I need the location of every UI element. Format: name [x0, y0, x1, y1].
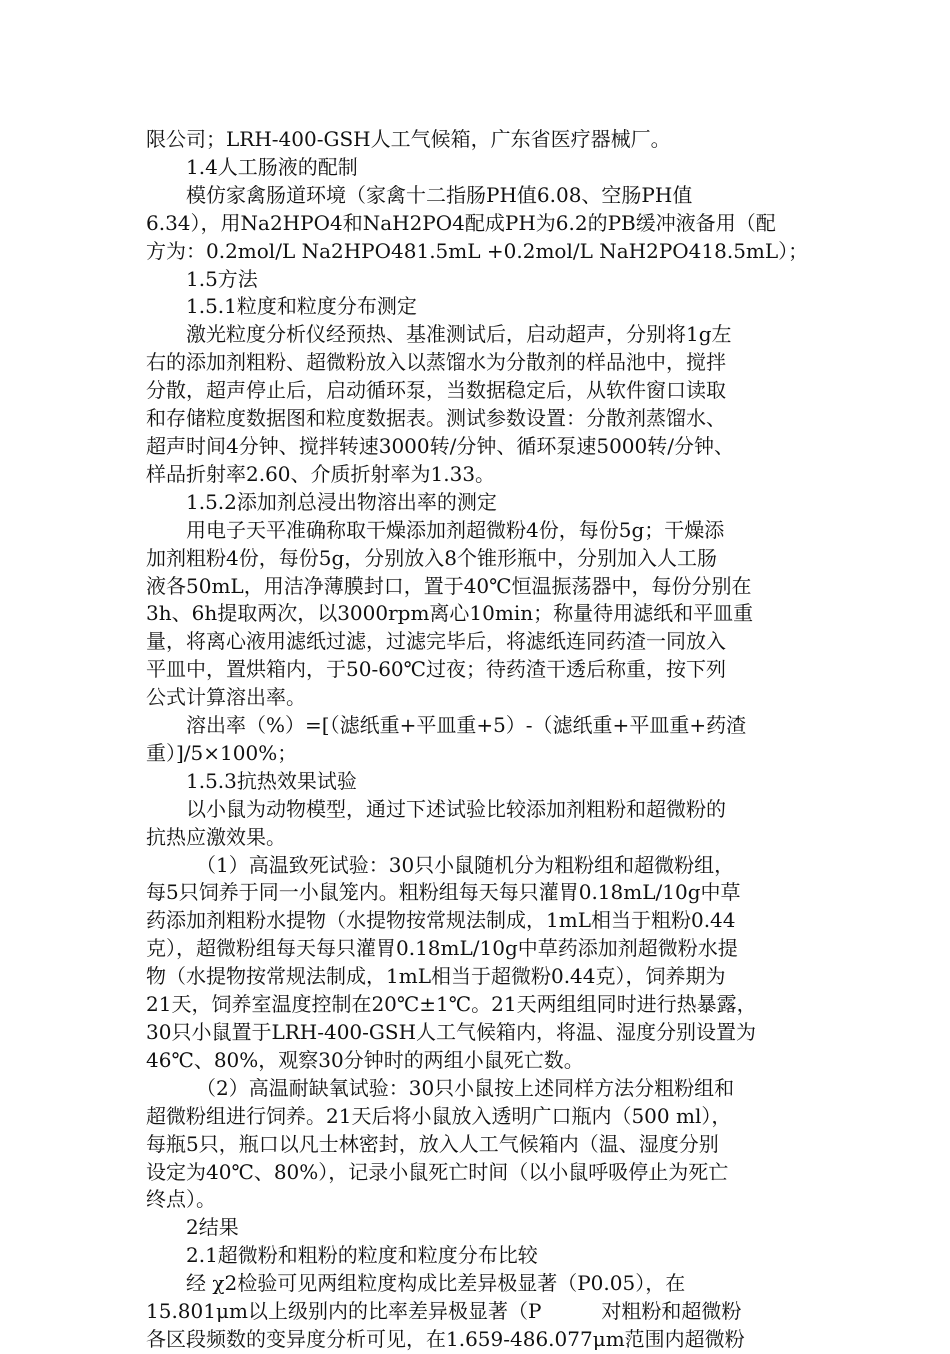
text-line: 30只小鼠置于LRH-400-GSH人工气候箱内，将温、湿度分别设置为	[146, 1020, 757, 1044]
text-line: 分散，超声停止后，启动循环泵，当数据稳定后，从软件窗口读取	[146, 378, 726, 403]
section-heading: 1.5.1粒度和粒度分布测定	[186, 294, 417, 319]
text-line: 和存储粒度数据图和粒度数据表。测试参数设置：分散剂蒸馏水、	[146, 406, 726, 431]
text-line: 方为：0.2mol/L Na2HPO481.5mL +0.2mol/L NaH2PO418.5mL）；	[146, 238, 809, 263]
text-line: 抗热应激效果。	[146, 824, 286, 849]
text-line: 每5只饲养于同一小鼠笼内。粗粉组每天每只灌胃0.18mL/10g中草	[146, 880, 741, 905]
text-line: 平皿中，置烘箱内，于50-60℃过夜；待药渣干透后称重，按下列	[146, 657, 727, 682]
text-line: 终点）。	[146, 1187, 216, 1212]
text-line: 右的添加剂粗粉、超微粉放入以蒸馏水为分散剂的样品池中，搅拌	[146, 350, 726, 375]
text-line: 模仿家禽肠道环境（家禽十二指肠PH值6.08、空肠PH值	[186, 182, 693, 207]
text-line: 经 χ2检验可见两组粒度构成比差异极显著（P0.05），在	[186, 1271, 686, 1296]
text-line: 量，将离心液用滤纸过滤，过滤完毕后，将滤纸连同药渣一同放入	[146, 629, 726, 654]
text-line: 46℃、80%，观察30分钟时的两组小鼠死亡数。	[146, 1047, 584, 1072]
section-heading: 1.5.2添加剂总浸出物溶出率的测定	[186, 489, 497, 514]
formula-line: 重）]/5×100%；	[146, 740, 298, 765]
text-line: 3h、6h提取两次，以3000rpm离心10min；称量待用滤纸和平皿重	[146, 601, 754, 626]
text-line: 超声时间4分钟、搅拌转速3000转/分钟、循环泵速5000转/分钟、	[146, 433, 734, 458]
text-line: 21天，饲养室温度控制在20℃±1℃。21天两组组同时进行热暴露，	[146, 992, 757, 1017]
formula-line: 溶出率（%）=[（滤纸重+平皿重+5）-（滤纸重+平皿重+药渣	[186, 713, 747, 738]
text-line: 限公司；LRH-400-GSH人工气候箱，广东省医疗器械厂。	[146, 127, 671, 151]
text-line: 加剂粗粉4份，每份5g，分别放入8个锥形瓶中，分别加入人工肠	[146, 545, 717, 570]
text-line: 15.801μm以上级别内的比率差异极显著（P 对粗粉和超微粉	[146, 1299, 742, 1324]
document-body	[146, 126, 816, 1354]
text-line: 以小鼠为动物模型，通过下述试验比较添加剂粗粉和超微粉的	[186, 796, 726, 821]
text-line: 各区段频数的变异度分析可见，在1.659-486.077μm范围内超微粉	[146, 1326, 745, 1351]
text-line: 激光粒度分析仪经预热、基准测试后，启动超声，分别将1g左	[186, 322, 732, 347]
text-line: （2）高温耐缺氧试验：30只小鼠按上述同样方法分粗粉组和	[196, 1075, 735, 1100]
text-line: （1）高温致死试验：30只小鼠随机分为粗粉组和超微粉组，	[196, 852, 735, 877]
text-line: 每瓶5只，瓶口以凡士林密封，放入人工气候箱内（温、湿度分别	[146, 1131, 719, 1156]
text-line: 用电子天平准确称取干燥添加剂超微粉4份，每份5g；干燥添	[186, 517, 725, 542]
text-line: 药添加剂粗粉水提物（水提物按常规法制成，1mL相当于粗粉0.44	[146, 908, 736, 933]
section-heading: 1.5方法	[186, 266, 258, 291]
text-line: 物（水提物按常规法制成，1mL相当于超微粉0.44克），饲养期为	[146, 964, 726, 989]
section-heading: 1.5.3抗热效果试验	[186, 768, 357, 793]
text-line: 克），超微粉组每天每只灌胃0.18mL/10g中草药添加剂超微粉水提	[146, 936, 738, 961]
section-heading: 2.1超微粉和粗粉的粒度和粒度分布比较	[186, 1243, 538, 1268]
text-line: 超微粉组进行饲养。21天后将小鼠放入透明广口瓶内（500 ml），	[146, 1103, 732, 1128]
section-heading: 2结果	[186, 1215, 239, 1240]
text-line: 液各50mL，用洁净薄膜封口，置于40℃恒温振荡器中，每份分别在	[146, 573, 752, 598]
section-heading: 1.4人工肠液的配制	[186, 154, 358, 179]
text-line: 6.34），用Na2HPO4和NaH2PO4配成PH为6.2的PB缓冲液备用（配	[146, 210, 776, 235]
text-line: 设定为40℃、80%），记录小鼠死亡时间（以小鼠呼吸停止为死亡	[146, 1159, 729, 1184]
text-line: 公式计算溶出率。	[146, 685, 306, 710]
text-line: 样品折射率2.60、介质折射率为1.33。	[146, 461, 496, 486]
